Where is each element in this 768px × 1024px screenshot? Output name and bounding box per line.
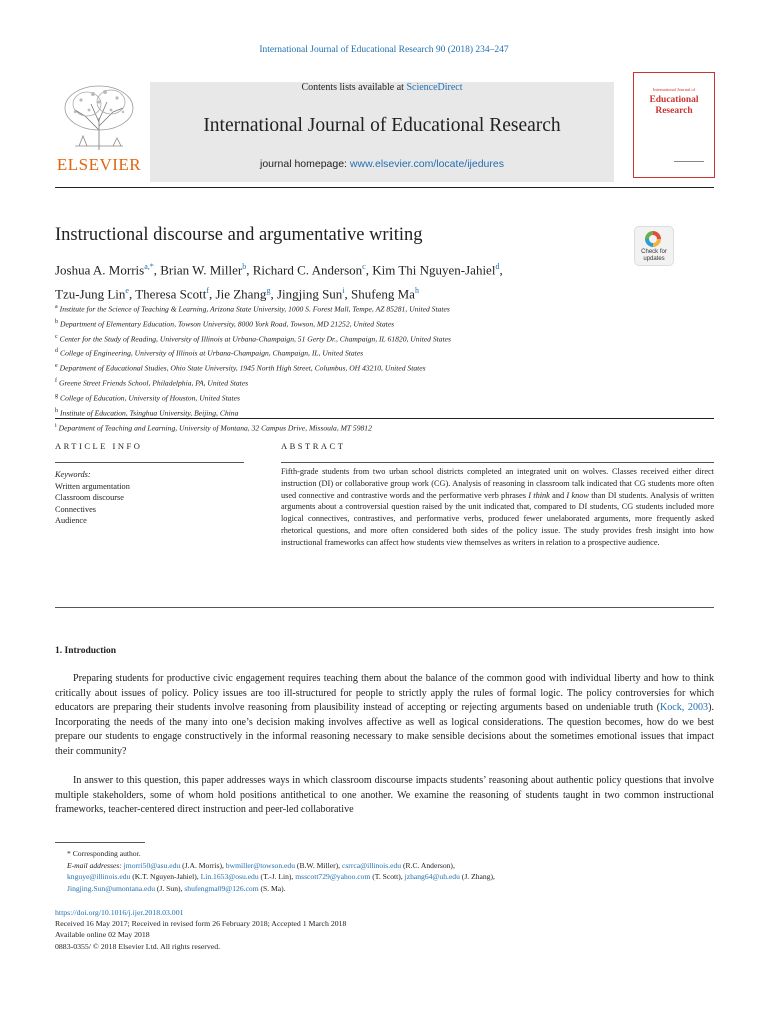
copyright: 0883-0355/ © 2018 Elsevier Ltd. All rights reserved. [55,941,221,951]
affiliation-letter: g [55,392,58,399]
email-owner: (R.C. Anderson), [401,860,455,870]
journal-homepage [150,158,614,170]
affiliation-item [55,390,715,405]
affiliation-letter: b [55,318,58,325]
affiliation-letter: h [55,407,58,414]
article-info-heading: ARTICLE INFO [55,441,143,451]
abstract-text: than DI students. Analysis of written arguments about a controversial question raised by the unit indicated that, compared to DI students, CG students included more logical connectives, contrastives, and performative verbs, produced fewer unelaborated arguments, more frequently asked rhetorical questions, and more often considered both sides of the policy issue. The study provides fresh insight into how instructional frameworks can affect how students view themselves as writers in relation to a prospective audience. [281,490,714,547]
abstract-emphasis: I think [528,490,550,500]
article-meta [55,907,475,952]
available-online: Available online 02 May 2018 [55,930,150,940]
affiliation-item [55,375,715,390]
email-owner: (S. Ma). [258,883,286,893]
author-affiliation-link[interactable]: a,* [144,262,154,271]
email-link[interactable]: bwmiller@towson.edu [225,860,296,870]
affiliation-letter: a [55,304,58,310]
email-link[interactable]: Lin.1653@osu.edu [200,872,259,881]
affiliation-text: Department of Educational Studies, Ohio State University, 1945 North High Street, Columbus, OH 43210, United States [59,363,426,373]
affiliation-text: Greene Street Friends School, Philadelphia, PA, United States [59,378,249,388]
email-owner: (K.T. Nguyen-Jahiel), [130,872,201,881]
email-owner: (B.W. Miller), [295,860,342,870]
author-name: Brian W. Miller [160,262,243,278]
affiliation-letter: i [55,422,57,429]
keyword-item: Audience [55,516,87,526]
affiliation-item [55,301,715,316]
paragraph-text: Preparing students for productive civic engagement requires teaching them about the balance of the common good with individual liberty and how to think critically about issues of policy. Policy issues are too ill-structured for people to strictly apply the rules of formal logic. The policy controversies for which educators are preparing their students involve reasoning from plausibility instead of accepting or rejecting arguments based on undeniable truth ( [55,673,714,713]
email-link[interactable]: msscott729@yahoo.com [295,872,371,881]
cover-title: Educational Research [649,95,699,116]
email-owner: (J. Zhang), [459,872,495,881]
email-link[interactable]: shufengma09@126.com [184,883,259,893]
abstract-emphasis: I know [566,490,589,500]
keywords-label: Keywords: [55,470,91,479]
sciencedirect-link[interactable]: ScienceDirect [406,82,463,93]
abstract-text: Fifth-grade students from two urban school districts completed an integrated unit on wolves. Classes received either direct instruction (DI) or collaborative group work (CG). Analysis of reasoning in classroom talk indicated that CG students more often used connective and contrastive words and the performative verb phrases [281,467,714,500]
elsevier-logo [55,80,143,175]
email-owner: (T. Scott), [370,872,405,881]
email-label: E-mail addresses: [67,860,124,870]
journal-citation[interactable]: International Journal of Educational Research 90 (2018) 234–247 [259,45,509,55]
email-link[interactable]: Jingjing.Sun@umontana.edu [67,883,155,893]
author-affiliation-link[interactable]: b [242,262,247,271]
affiliation-letter: c [55,333,58,340]
email-owner: (J.A. Morris), [180,860,226,870]
affiliation-text: Institute for the Science of Teaching & Learning, Arizona State University, 1000 S. Forest Mall, Tempe, AZ 85281, United States [59,304,450,314]
author-name: Jingjing Sun [276,286,343,302]
author-list: Joshua A. Morris$^{a,*}$, Brian W. Miller$^b$, Richard C. Anderson$^c$, Kim Thi Nguyen-Jahiel$^d$, Tzu-Jung Lin$^e$, Theresa Scott$^f$, Jie Zhang$^g$, Jingjing Sun$^i$, Shufeng Ma$^h$ [55,262,503,302]
author-name: Shufeng Ma [351,286,415,302]
author-name: Theresa Scott [135,286,207,302]
tree-icon [55,80,143,152]
affiliation-item [55,345,715,360]
keywords-block [55,469,245,527]
affiliation-text: Department of Teaching and Learning, University of Montana, 32 Campus Drive, Missoula, MT 59812 [58,423,372,433]
abstract-body [281,466,714,549]
author-name: Joshua A. Morris [55,262,145,278]
abstract-rule [281,462,714,463]
author-affiliation-link[interactable]: g [266,286,271,296]
homepage-prefix: journal homepage: [260,158,350,170]
journal-title: International Journal of Educational Research [203,115,561,136]
affiliation-item [55,420,715,435]
author-name: Tzu-Jung Lin [55,286,126,302]
check-for-updates-label: Check for updates [641,249,667,262]
affiliation-letter: f [55,378,57,385]
introduction-heading: 1. Introduction [55,646,117,656]
keyword-item: Written argumentation [55,481,130,491]
crossmark-icon [645,231,661,247]
email-owner: (T.-J. Lin), [258,872,296,881]
affiliation-letter: d [55,348,58,355]
paper-title: Instructional discourse and argumentative writing [55,225,423,245]
affiliation-text: College of Education, University of Houston, United States [60,393,240,403]
paragraph-text: ). Incorporating the needs of the many into one’s decision making involves affective as well as logical considerations. The question becomes, how do we best prepare our students to engage constructively in the informal reasoning necessary to make sensible decisions about the sometimes emotional issues that impact their community? [55,702,714,757]
contents-line [150,82,614,93]
author-affiliation-link[interactable]: i [342,286,345,296]
intro-paragraph-2 [55,774,714,818]
author-name: Kim Thi Nguyen-Jahiel [372,262,496,278]
email-link[interactable]: csrrca@illinois.edu [341,860,402,870]
affiliation-item [55,360,715,375]
affiliation-list [55,301,715,434]
journal-cover[interactable] [633,72,715,178]
abstract-heading: ABSTRACT [281,441,346,451]
author-affiliation-link[interactable]: e [125,286,129,296]
keyword-item: Connectives [55,504,97,514]
corresponding-author-note: * Corresponding author. [67,849,141,858]
footnotes [55,848,615,894]
affiliation-item [55,316,715,331]
cover-subtitle: International Journal of [652,87,696,92]
author-affiliation-link[interactable]: h [414,286,419,296]
received-dates: Received 16 May 2017; Received in revised form 26 February 2018; Accepted 1 March 2018 [55,919,347,929]
doi-link[interactable]: https://doi.org/10.1016/j.ijer.2018.03.001 [55,908,184,917]
affiliation-letter: e [55,363,58,370]
footnote-divider [55,842,145,843]
citation-link[interactable]: Kock, 2003 [659,702,709,713]
email-link[interactable]: jmorri50@asu.edu [123,860,181,870]
author-affiliation-link[interactable]: f [206,286,210,296]
keyword-item: Classroom discourse [55,493,124,503]
email-addresses [55,860,615,895]
contents-prefix: Contents lists available at [301,82,407,93]
author-name: Richard C. Anderson [252,262,363,278]
abstract-text: and [549,490,567,500]
cover-rule [674,161,704,162]
homepage-link[interactable]: www.elsevier.com/locate/ijedures [349,158,504,170]
article-info-rule [55,462,244,463]
header-divider [55,187,714,188]
affiliation-divider [55,418,714,419]
affiliation-text: Center for the Study of Reading, University of Illinois at Urbana-Champaign, 51 Gerty Dr., Champaign, IL 61820, United States [59,334,452,344]
affiliation-text: Institute of Education, Tsinghua University, Beijing, China [60,408,239,418]
author-affiliation-link[interactable]: c [362,262,366,271]
email-owner: (J. Sun), [155,883,185,893]
email-link[interactable]: knguye@illinois.edu [67,872,131,881]
affiliation-text: Department of Elementary Education, Towson University, 8000 York Road, Towson, MD 21252, United States [60,319,395,329]
email-link[interactable]: jzhang64@uh.edu [404,872,460,881]
paragraph-text: In answer to this question, this paper addresses ways in which classroom discourse impacts students’ reasoning about authentic policy questions that involve multiple stakeholders, some of whom hold positions antithetical to one another. We examine the reasoning of students taught in two common instructional frameworks, teacher-centered direct instruction and peer-led collaborative [55,775,714,815]
author-name: Jie Zhang [215,286,267,302]
author-affiliation-link[interactable]: d [495,262,500,271]
intro-paragraph-1 [55,672,714,759]
publisher-wordmark: ELSEVIER [56,155,142,174]
affiliation-item [55,331,715,346]
affiliation-text: College of Engineering, University of Illinois at Urbana-Champaign, Champaign, IL, United States [60,349,364,359]
abstract-divider [55,607,714,608]
